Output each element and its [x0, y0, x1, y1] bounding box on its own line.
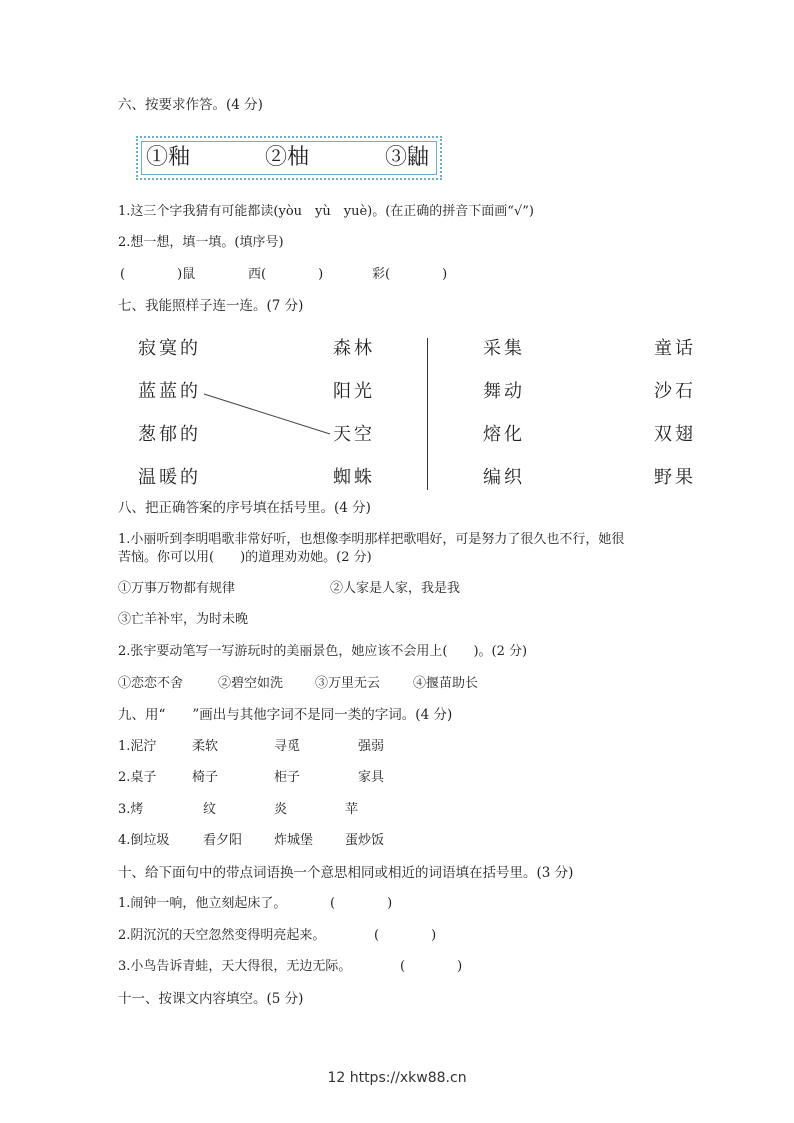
s9-word: 2.桌子: [118, 770, 157, 785]
match-verb: 舞动: [483, 381, 525, 402]
s9-word: 炸城堡: [274, 833, 314, 848]
s9-word: 3.烤: [118, 802, 144, 817]
char-option-2: ②柚: [265, 145, 310, 170]
s8-question-2: 2.张宇要动笔写一写游玩时的美丽景色，她应该不会用上( )。(2 分): [118, 644, 528, 659]
s9-word: 炎: [274, 802, 288, 817]
s8-q2-option: ②碧空如洗: [218, 676, 284, 691]
match-verb: 编织: [483, 467, 525, 488]
match-noun: 天空: [333, 424, 375, 445]
s9-word: 强弱: [358, 739, 385, 754]
s9-word: 1.泥泞: [118, 739, 157, 754]
s10-question-3: 3.小鸟告诉青蛙，天大得很，无边无际。: [118, 959, 352, 974]
s10-answer-blank-3: ( ): [400, 959, 463, 974]
match-object: 双翅: [654, 424, 696, 445]
s8-q1-option-2: ②人家是人家，我是我: [330, 581, 461, 596]
match-left-word: 葱郁的: [138, 424, 201, 445]
match-left-word: 蓝蓝的: [138, 381, 201, 402]
section-11-title: 十一、按课文内容填空。(5 分): [118, 991, 304, 1007]
s9-word: 家具: [358, 770, 385, 785]
s9-word: 苹: [345, 802, 359, 817]
s8-q1-option-3: ③亡羊补牢，为时未晚: [118, 612, 249, 627]
fill-blank-3: 彩( ): [372, 267, 448, 282]
s8-q1-line2: 苦恼。你可以用( )的道理劝劝她。(2 分): [118, 550, 372, 565]
section-10-title: 十、给下面句中的带点词语换一个意思相同或相近的词语填在括号里。(3 分): [118, 865, 574, 881]
s9-word: 柔软: [192, 739, 219, 754]
match-noun: 森林: [333, 338, 375, 359]
match-left-word: 温暖的: [138, 467, 201, 488]
s8-q1-line1: 1.小丽听到李明唱歌非常好听，也想像李明那样把歌唱好，可是努力了很久也不行，她很: [118, 532, 625, 547]
match-left-word: 寂寞的: [138, 338, 201, 359]
s9-word: 蛋炒饭: [345, 833, 385, 848]
page-footer: 12 https://xkw88.cn: [327, 1070, 467, 1086]
match-object: 童话: [654, 338, 696, 359]
s10-question-2: 2.阴沉沉的天空忽然变得明亮起来。: [118, 928, 326, 943]
match-verb: 采集: [483, 338, 525, 359]
s10-answer-blank-2: ( ): [374, 928, 437, 943]
s10-question-1: 1.闹钟一响，他立刻起床了。: [118, 896, 287, 911]
char-option-1: ①釉: [146, 145, 191, 170]
match-verb: 熔化: [483, 424, 525, 445]
s8-q2-option: ③万里无云: [315, 676, 381, 691]
fill-blank-1: ( )鼠: [120, 267, 196, 282]
s8-q1-option-1: ①万事万物都有规律: [118, 581, 236, 596]
char-option-3: ③鼬: [385, 145, 430, 170]
match-noun: 蜘蛛: [333, 467, 375, 488]
s8-q2-option: ①恋恋不舍: [118, 676, 184, 691]
s9-word: 椅子: [192, 770, 219, 785]
s9-word: 4.倒垃圾: [118, 833, 170, 848]
match-object: 沙石: [654, 381, 696, 402]
section-9-title: 九、用“ ”画出与其他字词不是同一类的字词。(4 分): [118, 707, 453, 723]
s6-question-1: 1.这三个字我猜有可能都读(yòu yù yuè)。(在正确的拼音下面画“√”): [118, 204, 534, 219]
section-6-title: 六、按要求作答。(4 分): [118, 97, 263, 113]
s9-word: 寻觅: [274, 739, 301, 754]
s9-word: 看夕阳: [203, 833, 243, 848]
section-8-title: 八、把正确答案的序号填在括号里。(4 分): [118, 500, 371, 516]
fill-blank-2: 西( ): [248, 267, 324, 282]
s8-q2-option: ④揠苗助长: [413, 676, 479, 691]
match-object: 野果: [654, 467, 696, 488]
s6-question-2: 2.想一想，填一填。(填序号): [118, 235, 284, 250]
section-7-title: 七、我能照样子连一连。(7 分): [118, 298, 304, 314]
s9-word: 柜子: [274, 770, 301, 785]
s10-answer-blank-1: ( ): [330, 896, 393, 911]
s9-word: 纹: [203, 802, 217, 817]
match-noun: 阳光: [333, 381, 375, 402]
